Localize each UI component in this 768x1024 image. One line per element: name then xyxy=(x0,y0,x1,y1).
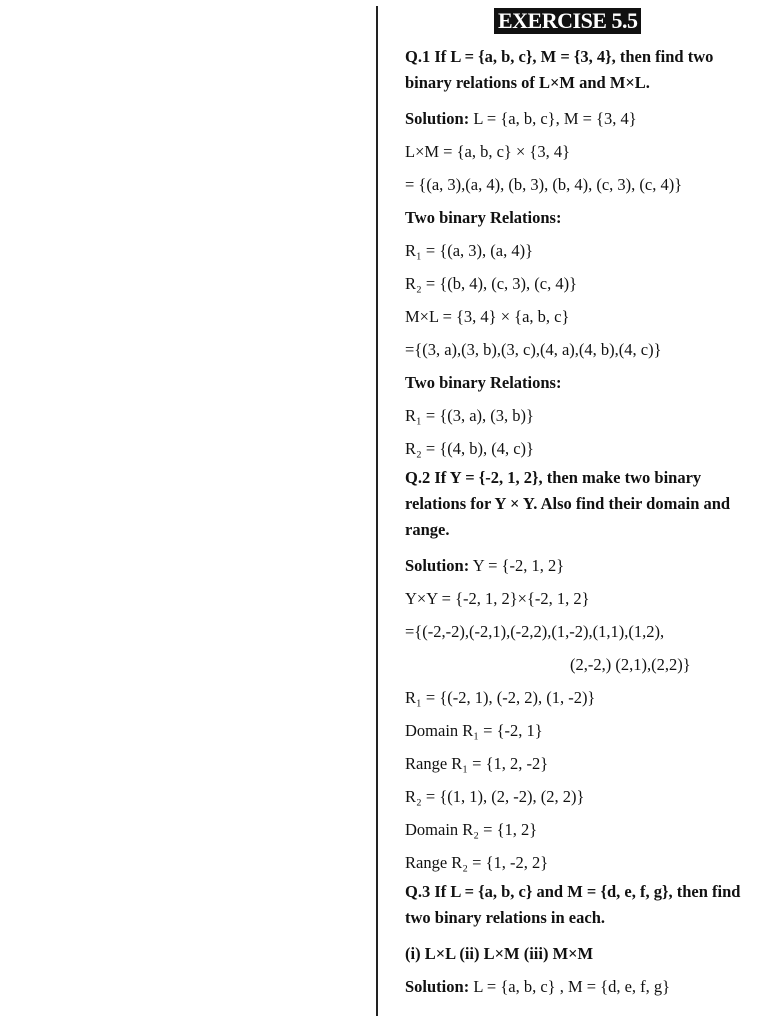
question-2: Q.2 If Y = {-2, 1, 2}, then make two binary relations for Y × Y. Also find their domain and range. xyxy=(405,468,731,539)
content-column xyxy=(405,44,760,1003)
math-line: Y×Y = {-2, 1, 2}×{-2, 1, 2} xyxy=(405,589,590,608)
solution-label: Solution: xyxy=(405,977,470,996)
section-heading: Two binary Relations: xyxy=(405,208,562,227)
math-line: = {(a, 3),(a, 4), (b, 3), (b, 4), (c, 3), (c, 4)} xyxy=(405,175,683,194)
solution-line xyxy=(405,549,760,582)
question-1: Q.1 If L = {a, b, c}, M = {3, 4}, then find two binary relations of L×M and M×L. xyxy=(405,47,714,92)
math-line: R₂ = {(1, 1), (2, -2), (2, 2)} xyxy=(405,787,585,806)
solution-text: Y = {-2, 1, 2} xyxy=(469,556,565,575)
math-line: Domain R₂ = {1, 2} xyxy=(405,820,538,839)
math-line: Range R₂ = {1, -2, 2} xyxy=(405,853,549,872)
math-line: R₁ = {(a, 3), (a, 4)} xyxy=(405,241,534,260)
math-line: ={(3, a),(3, b),(3, c),(4, a),(4, b),(4, c)} xyxy=(405,340,662,359)
math-line: L×M = {a, b, c} × {3, 4} xyxy=(405,142,570,161)
solution-line xyxy=(405,102,760,135)
math-line: R₂ = {(b, 4), (c, 3), (c, 4)} xyxy=(405,274,578,293)
solution-text: L = {a, b, c} , M = {d, e, f, g} xyxy=(469,977,671,996)
solution-label: Solution: xyxy=(405,109,470,128)
section-heading: Two binary Relations: xyxy=(405,373,562,392)
solution-text: L = {a, b, c}, M = {3, 4} xyxy=(469,109,637,128)
question-3: Q.3 If L = {a, b, c} and M = {d, e, f, g}, then find two binary relations in each. xyxy=(405,882,741,927)
parts-line: (i) L×L (ii) L×M (iii) M×M xyxy=(405,944,594,963)
math-line: Domain R₁ = {-2, 1} xyxy=(405,721,543,740)
column-divider xyxy=(376,6,378,1016)
solution-label: Solution: xyxy=(405,556,470,575)
math-line-continued: (2,-2,) (2,1),(2,2)} xyxy=(570,655,691,674)
math-line: R₂ = {(4, b), (4, c)} xyxy=(405,439,534,458)
math-line: Range R₁ = {1, 2, -2} xyxy=(405,754,549,773)
math-line: ={(-2,-2),(-2,1),(-2,2),(1,-2),(1,1),(1,2), xyxy=(405,622,665,641)
solution-line xyxy=(405,970,760,1003)
math-line: R₁ = {(3, a), (3, b)} xyxy=(405,406,534,425)
math-line: M×L = {3, 4} × {a, b, c} xyxy=(405,307,570,326)
exercise-title: EXERCISE 5.5 xyxy=(494,8,641,34)
math-line: R₁ = {(-2, 1), (-2, 2), (1, -2)} xyxy=(405,688,596,707)
